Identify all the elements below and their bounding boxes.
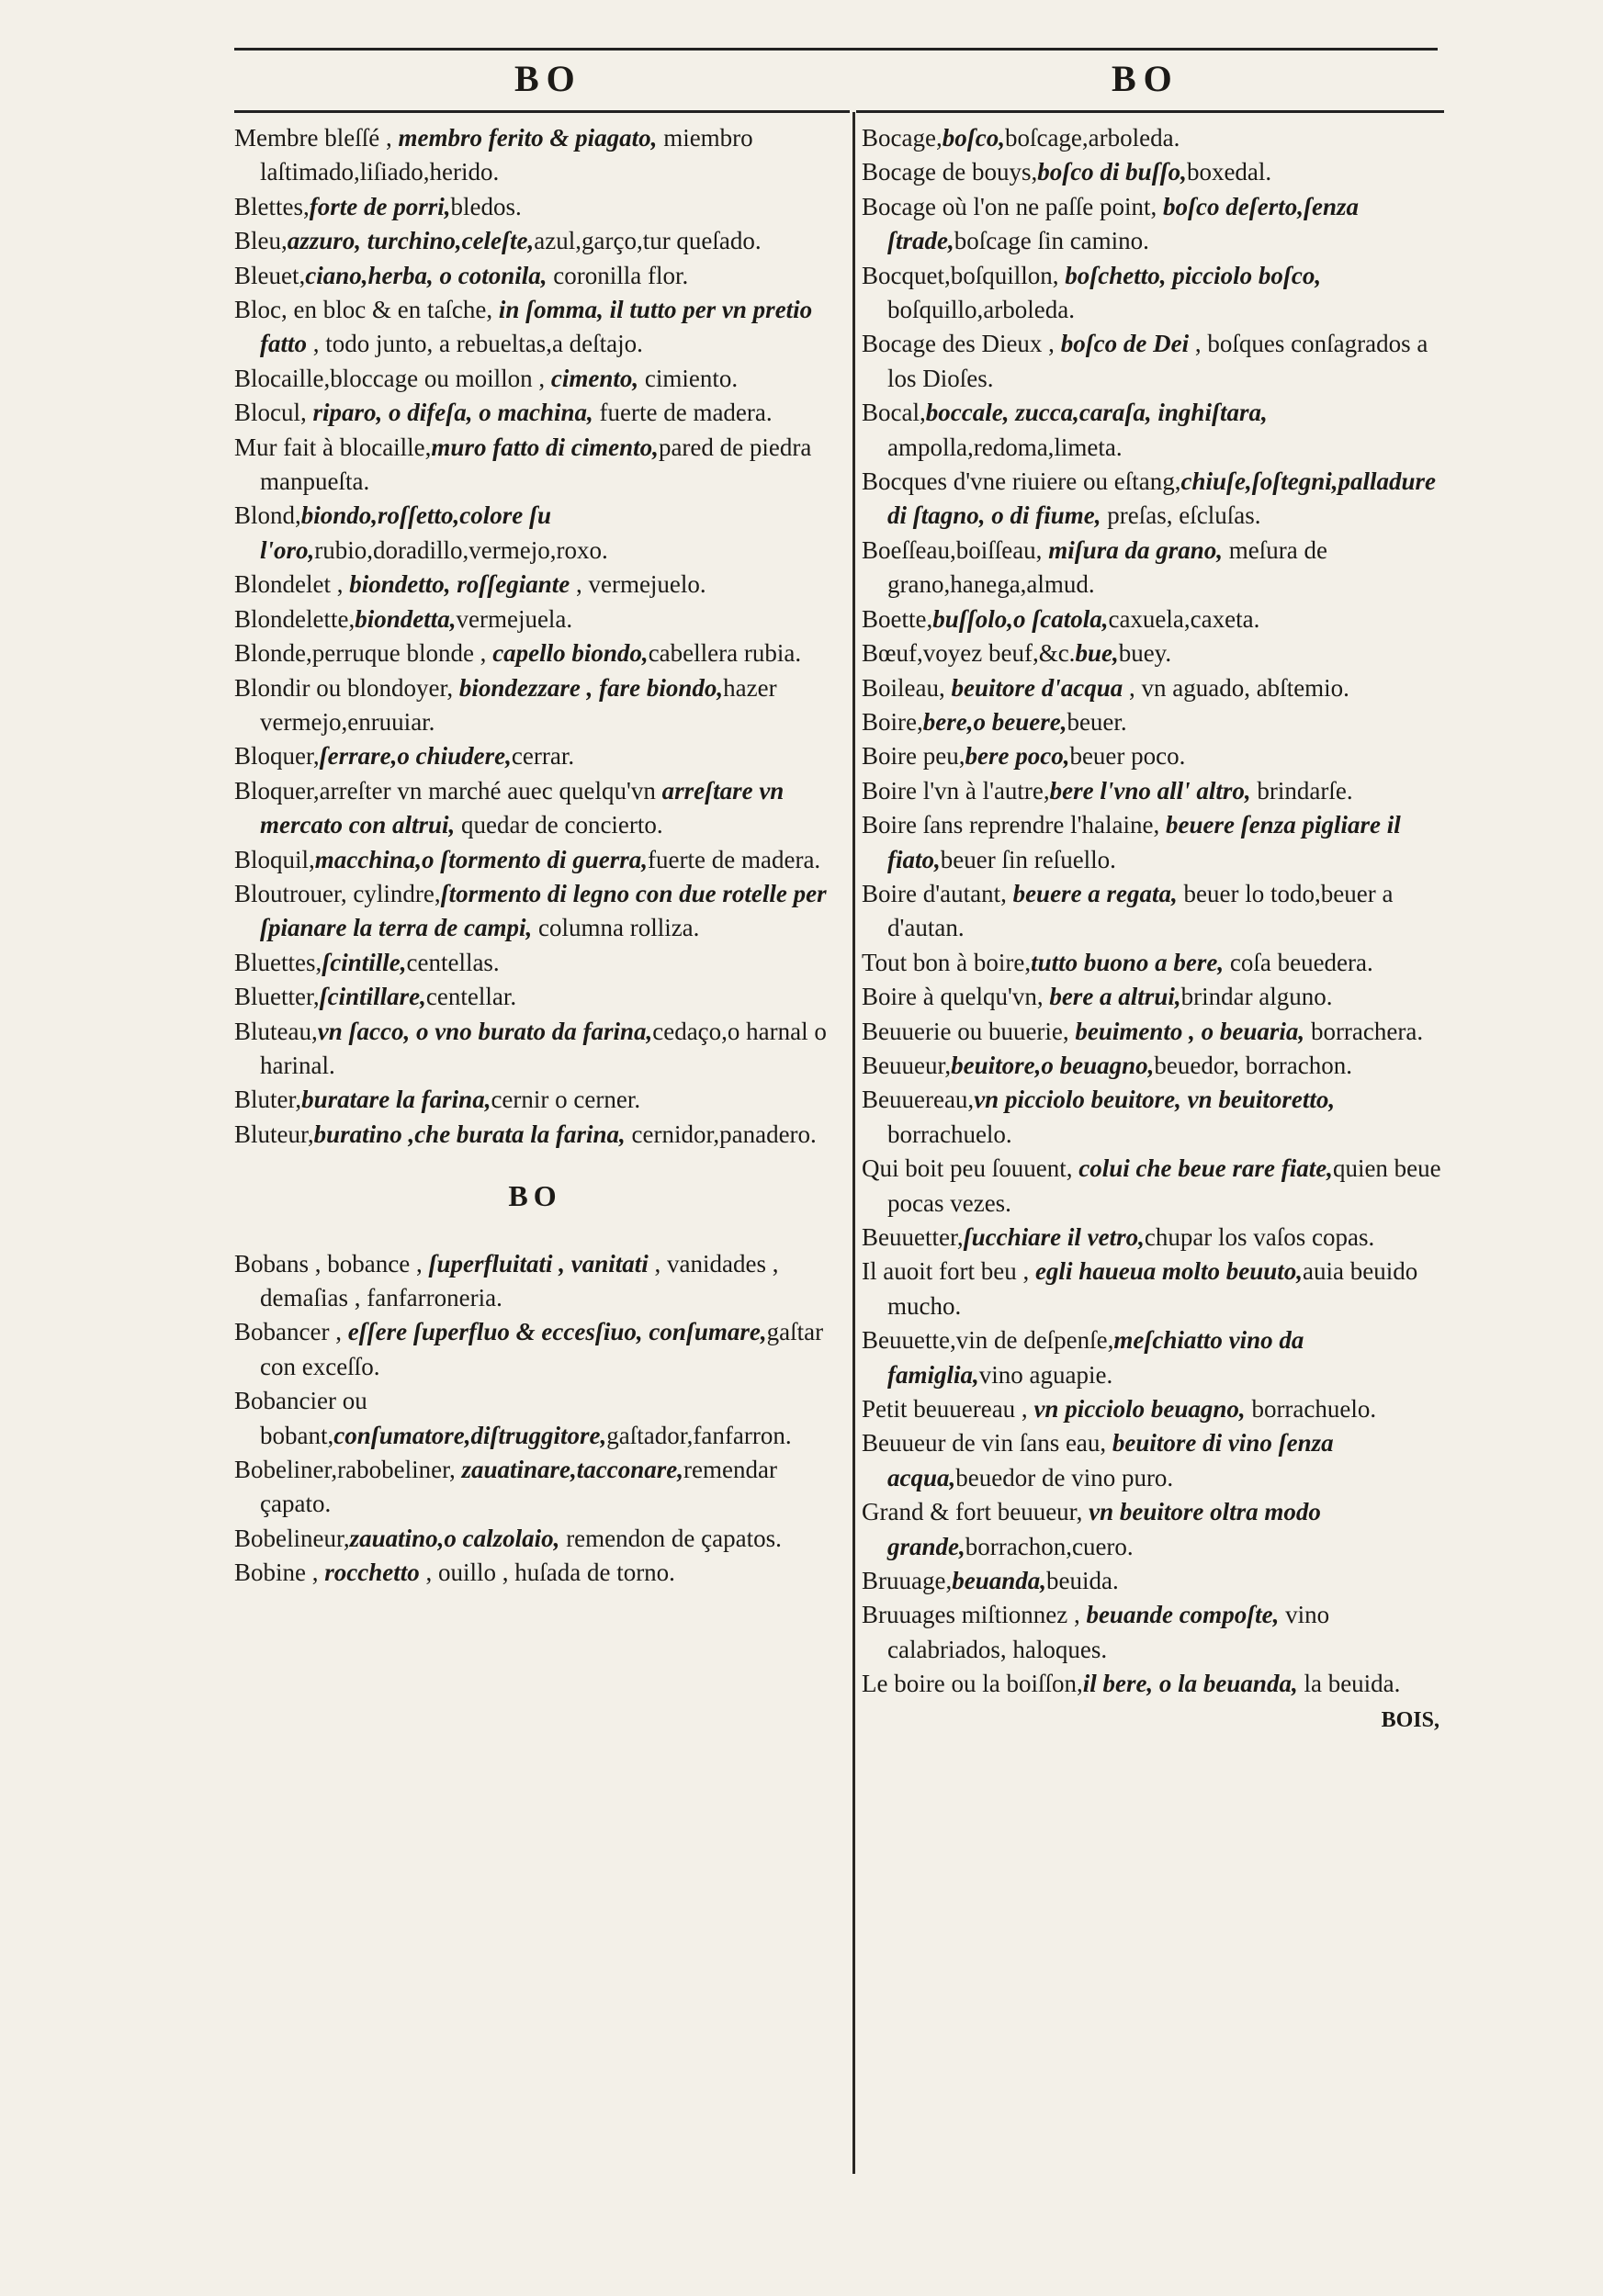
entry-italian: ciano,herba, o cotonila, (305, 261, 548, 289)
entry-spanish: vino calabriados, haloques. (887, 1601, 1330, 1663)
entry-headword: Boire peu, (862, 742, 965, 771)
entry-italian: biondo,roſſetto,colore ſu l'oro, (260, 501, 551, 564)
entry-spanish: centellas. (406, 948, 500, 976)
dictionary-entry (234, 602, 836, 636)
entry-italian: tutto buono a bere, (1031, 948, 1225, 976)
entry-headword: Beuuette,vin de deſpenſe, (862, 1326, 1114, 1355)
entry-italian: vn ſacco, o vno burato da farina, (317, 1017, 653, 1045)
entry-headword: Bocage où l'on ne paſſe point, (862, 192, 1164, 220)
entry-headword: Bruuage, (862, 1567, 953, 1595)
dictionary-entry (234, 1556, 836, 1590)
entry-headword: Boire, (862, 707, 923, 736)
dictionary-entry (862, 671, 1445, 705)
dictionary-entry (862, 1083, 1445, 1152)
head-rule-right (856, 110, 1444, 113)
entry-spanish: cernidor,panadero. (625, 1120, 817, 1148)
entry-spanish: , todo junto, a rebueltas,a deſtajo. (307, 330, 643, 358)
dictionary-entry (862, 1323, 1445, 1392)
section-head: BO (508, 1179, 562, 1213)
dictionary-entry (234, 293, 836, 362)
dictionary-entry (862, 946, 1445, 980)
entry-italian: boſco deſerto,ſenza ſtrade, (887, 192, 1359, 255)
dictionary-entry (234, 499, 836, 568)
entry-spanish: chupar los vaſos copas. (1144, 1223, 1375, 1251)
entry-spanish: gaſtar con exceſſo. (260, 1318, 824, 1380)
entry-spanish: beuer. (1067, 707, 1127, 736)
entry-headword: Bocage, (862, 124, 943, 152)
entry-headword: Boileau, (862, 673, 952, 702)
entry-italian: capello biondo, (492, 639, 649, 668)
entry-headword: Beuuetter, (862, 1223, 964, 1251)
dictionary-entry (862, 980, 1445, 1014)
entry-spanish: vino aguapie. (978, 1360, 1113, 1389)
entry-italian: buſſolo,o ſcatola, (932, 604, 1109, 633)
catchword: BOIS, (1381, 1707, 1439, 1732)
top-rule (234, 48, 1438, 51)
entry-headword: Beuuerie ou buuerie, (862, 1017, 1076, 1045)
entry-headword: Blond, (234, 501, 301, 530)
entry-spanish: brindar alguno. (1180, 983, 1333, 1011)
dictionary-entry (234, 946, 836, 980)
entry-italian: cimento, (550, 364, 639, 392)
dictionary-entry (234, 1522, 836, 1556)
entry-headword: Bleuet, (234, 261, 306, 289)
entry-headword: Bobeliner,rabobeliner, (234, 1456, 462, 1484)
entry-headword: Blondir ou blondoyer, (234, 673, 459, 702)
entry-italian: vn picciolo beuitore, vn beuitoretto, (974, 1086, 1336, 1114)
dictionary-entry (862, 877, 1445, 946)
dictionary-entry (234, 739, 836, 773)
dictionary-entry (862, 1667, 1445, 1701)
entry-headword: Tout bon à boire, (862, 948, 1032, 976)
entry-spanish: beuedor de vino puro. (955, 1463, 1174, 1491)
entry-italian: miſura da grano, (1048, 535, 1223, 564)
entry-headword: Bocques d'vne riuiere ou eſtang, (862, 467, 1181, 496)
dictionary-entry (862, 121, 1445, 155)
entry-headword: Beuuereau, (862, 1086, 975, 1114)
entry-italian: arreſtare vn mercato con altrui, (260, 776, 785, 839)
entry-spanish: buey. (1118, 639, 1172, 668)
entry-italian: eſſere ſuperfluo & eccesſiuo, conſumare, (347, 1318, 767, 1346)
entry-italian: beuitore,o beuagno, (951, 1051, 1155, 1079)
entry-italian: beuande compoſte, (1086, 1601, 1280, 1629)
dictionary-entry (862, 705, 1445, 739)
entry-headword: Bleu, (234, 227, 288, 255)
entry-italian: beuitore d'acqua (951, 673, 1123, 702)
entry-spanish: fuerte de madera. (593, 399, 773, 427)
dictionary-entry (234, 1015, 836, 1084)
entry-italian: zauatinare,tacconare, (461, 1456, 684, 1484)
entry-italian: zauatino,o calzolaio, (349, 1524, 560, 1552)
entry-headword: Boire à quelqu'vn, (862, 983, 1050, 1011)
left-column (234, 121, 836, 1591)
entry-spanish: , vanidades , demaſias , fanfarroneria. (260, 1249, 779, 1311)
entry-italian: macchina,o ſtormento di guerra, (314, 845, 649, 873)
entry-headword: Bluetter, (234, 983, 320, 1011)
dictionary-entry (234, 121, 836, 190)
entry-spanish: , vn aguado, abſtemio. (1123, 673, 1349, 702)
entry-italian: ſtormento di legno con due rotelle per ſpianare la terra de campi, (260, 879, 827, 942)
dictionary-entry (862, 1495, 1445, 1564)
entry-spanish: , boſques conſagrados a los Dioſes. (887, 330, 1428, 392)
entry-italian: ſuperfluitati , vanitati (428, 1249, 649, 1277)
entry-spanish: cimiento. (638, 364, 739, 392)
entry-spanish: borrachon,cuero. (965, 1532, 1134, 1560)
entry-spanish: , vermejuelo. (570, 570, 706, 599)
entry-headword: Bobancer , (234, 1318, 348, 1346)
entry-italian: meſchiatto vino da famiglia, (887, 1326, 1304, 1389)
entry-spanish: boſcage,arboleda. (1004, 124, 1180, 152)
entry-spanish: remendon de çapatos. (559, 1524, 782, 1552)
entry-spanish: borrachera. (1304, 1017, 1424, 1045)
entry-headword: Le boire ou la boiſſon, (862, 1670, 1083, 1698)
dictionary-entry (234, 671, 836, 740)
entry-italian: chiuſe,ſoſtegni,palladure di ſtagno, o di fiume, (887, 467, 1437, 530)
entry-spanish: preſas, eſcluſas. (1101, 501, 1261, 530)
dictionary-entry (862, 534, 1445, 602)
entry-italian: conſumatore,diſtruggitore, (333, 1421, 607, 1449)
entry-italian: egli haueua molto beuuto, (1034, 1257, 1303, 1286)
entry-italian: boſco de Dei (1060, 330, 1190, 358)
dictionary-entry (862, 1392, 1445, 1426)
dictionary-entry (862, 1221, 1445, 1255)
entry-spanish: beuer poco. (1069, 742, 1186, 771)
dictionary-entry (862, 1015, 1445, 1049)
entry-italian: rocchetto (324, 1559, 420, 1587)
dictionary-entry (862, 155, 1445, 189)
entry-headword: Bluteau, (234, 1017, 318, 1045)
running-head-right: BO (1112, 58, 1180, 99)
entry-spanish: cernir o cerner. (491, 1086, 641, 1114)
entry-headword: Bobancier ou bobant, (234, 1387, 367, 1449)
entry-spanish: vermejuela. (456, 604, 573, 633)
entry-headword: Membre bleſſé , (234, 124, 399, 152)
entry-spanish: boxedal. (1186, 158, 1272, 186)
entry-italian: vn picciolo beuagno, (1033, 1395, 1246, 1424)
entry-italian: forte de porri, (309, 192, 451, 220)
dictionary-entry (862, 1598, 1445, 1667)
right-column (862, 121, 1445, 1738)
dictionary-entry (862, 1152, 1445, 1221)
entry-headword: Bobelineur, (234, 1524, 350, 1552)
dictionary-entry (862, 327, 1445, 396)
entry-headword: Bocage des Dieux , (862, 330, 1061, 358)
entry-italian: ſucchiare il vetro, (963, 1223, 1145, 1251)
entry-spanish: , ouillo , huſada de torno. (419, 1559, 675, 1587)
entry-spanish: hazer vermejo,enruuiar. (260, 673, 777, 736)
entry-italian: il bere, o la beuanda, (1082, 1670, 1298, 1698)
entry-headword: Petit beuuereau , (862, 1395, 1034, 1424)
entry-italian: beuere a regata, (1012, 879, 1178, 907)
dictionary-entry (862, 808, 1445, 877)
entry-headword: Il auoit fort beu , (862, 1257, 1035, 1286)
entry-headword: Bloquer, (234, 742, 320, 771)
dictionary-entry (234, 774, 836, 843)
entry-spanish: cabellera rubia. (648, 639, 802, 668)
entry-spanish: cedaço,o harnal o harinal. (260, 1017, 827, 1079)
entry-spanish: ampolla,redoma,limeta. (887, 433, 1123, 461)
entry-spanish: coſa beuedera. (1224, 948, 1373, 976)
entry-italian: bere poco, (965, 742, 1070, 771)
entry-headword: Bluter, (234, 1086, 302, 1114)
entry-headword: Blonde,perruque blonde , (234, 639, 493, 668)
entry-italian: boſco, (942, 124, 1005, 152)
entry-headword: Blettes, (234, 192, 310, 220)
entry-headword: Bloquil, (234, 845, 315, 873)
dictionary-entry (862, 1255, 1445, 1323)
entry-spanish: borrachuelo. (1245, 1395, 1377, 1424)
entry-spanish: quien beue pocas vezes. (887, 1154, 1441, 1217)
entry-headword: Mur fait à blocaille, (234, 433, 432, 461)
dictionary-entry (862, 602, 1445, 636)
dictionary-entry (234, 431, 836, 500)
entry-italian: ſcintillare, (319, 983, 426, 1011)
entry-italian: bue, (1075, 639, 1119, 668)
entry-headword: Beuueur de vin ſans eau, (862, 1429, 1112, 1458)
entry-spanish: auia beuido mucho. (887, 1257, 1418, 1320)
entry-headword: Beuueur, (862, 1051, 952, 1079)
entry-headword: Bocquet,boſquillon, (862, 261, 1066, 289)
entry-headword: Blondelet , (234, 570, 350, 599)
entry-headword: Qui boit peu ſouuent, (862, 1154, 1079, 1183)
entry-spanish: columna rolliza. (532, 914, 700, 942)
entry-headword: Bluettes, (234, 948, 322, 976)
entry-italian: in ſomma, il tutto per vn pretio fatto (260, 296, 813, 358)
running-head-left: BO (514, 58, 582, 99)
entry-spanish: boſcage ſin camino. (954, 227, 1149, 255)
entry-headword: Bloquer,arreſter vn marché auec quelqu'vn (234, 776, 662, 805)
entry-spanish: fuerte de madera. (648, 845, 821, 873)
dictionary-entry (234, 980, 836, 1014)
dictionary-entry (862, 259, 1445, 328)
entry-italian: ſerrare,o chiudere, (319, 742, 512, 771)
dictionary-entry (234, 224, 836, 258)
entry-italian: membro ferito & piagato, (398, 124, 658, 152)
head-rule-left (234, 110, 850, 113)
entry-italian: buratare la farina, (301, 1086, 491, 1114)
dictionary-entry (862, 1564, 1445, 1598)
dictionary-entry (234, 1247, 836, 1316)
dictionary-entry (234, 636, 836, 670)
entry-headword: Bocage de bouys, (862, 158, 1038, 186)
entry-italian: boccale, zucca,caraſa, inghiſtara, (925, 399, 1268, 427)
entry-spanish: miembro laſtimado,liſiado,herido. (260, 124, 753, 186)
entry-headword: Boire ſans reprendre l'halaine, (862, 811, 1166, 839)
dictionary-entry (234, 1453, 836, 1522)
entry-headword: Bloc, en bloc & en taſche, (234, 296, 499, 324)
entry-italian: beuitore di vino ſenza acqua, (887, 1429, 1334, 1491)
dictionary-entry (862, 1049, 1445, 1083)
entry-headword: Bobans , bobance , (234, 1249, 429, 1277)
entry-italian: muro fatto di cimento, (431, 433, 659, 461)
entry-spanish: beuedor, borrachon. (1154, 1051, 1352, 1079)
entry-italian: bere a altrui, (1049, 983, 1181, 1011)
entry-italian: beuimento , o beuaria, (1075, 1017, 1305, 1045)
entry-italian: colui che beue rare fiate, (1078, 1154, 1333, 1183)
dictionary-entry (862, 1426, 1445, 1495)
entry-spanish: pared de piedra manpueſta. (260, 433, 812, 496)
dictionary-entry (862, 465, 1445, 534)
entry-spanish: borrachuelo. (887, 1120, 1012, 1148)
entry-spanish: quedar de concierto. (455, 811, 663, 839)
entry-italian: boſco di buſſo, (1037, 158, 1187, 186)
dictionary-entry (234, 259, 836, 293)
column-divider (852, 112, 855, 2174)
dictionary-entry (234, 843, 836, 877)
entry-headword: Bobine , (234, 1559, 325, 1587)
dictionary-entry (234, 1083, 836, 1117)
entry-spanish: cerrar. (511, 742, 575, 771)
entry-italian: beuanda, (952, 1567, 1046, 1595)
entry-headword: Boire d'autant, (862, 879, 1013, 907)
entry-headword: Blocul, (234, 399, 313, 427)
dictionary-entry (234, 190, 836, 224)
entry-italian: buratino ,che burata la farina, (313, 1120, 626, 1148)
entry-italian: biondezzare , fare biondo, (458, 673, 724, 702)
dictionary-entry (234, 877, 836, 946)
entry-spanish: azul,garço,tur queſado. (534, 227, 762, 255)
dictionary-entry (862, 636, 1445, 670)
entry-spanish: centellar. (425, 983, 517, 1011)
entry-italian: riparo, o difeſa, o machina, (312, 399, 593, 427)
entry-spanish: remendar çapato. (260, 1456, 777, 1518)
entry-spanish: bledos. (450, 192, 522, 220)
entry-italian: bere l'vno all' altro, (1049, 776, 1251, 805)
entry-headword: Bloutrouer, cylindre, (234, 879, 441, 907)
entry-spanish: gaſtador,fanfarron. (606, 1421, 792, 1449)
entry-headword: Grand & fort beuueur, (862, 1498, 1089, 1526)
entry-spanish: caxuela,caxeta. (1108, 604, 1260, 633)
entry-spanish: beuida. (1046, 1567, 1119, 1595)
dictionary-entry (234, 1384, 836, 1453)
dictionary-entry (234, 1118, 836, 1152)
entry-headword: Bluteur, (234, 1120, 314, 1148)
dictionary-entry (862, 396, 1445, 465)
dictionary-entry (234, 362, 836, 396)
entry-italian: biondetta, (355, 604, 457, 633)
entry-headword: Bruuages miſtionnez , (862, 1601, 1087, 1629)
entry-headword: Blocaille,bloccage ou moillon , (234, 364, 551, 392)
dictionary-entry (862, 774, 1445, 808)
dictionary-entry (234, 396, 836, 430)
entry-italian: biondetto, roſſegiante (349, 570, 570, 599)
dictionary-entry (234, 568, 836, 602)
entry-italian: beuere ſenza pigliare il fiato, (887, 811, 1401, 873)
entry-italian: azzuro, turchino,celeſte, (287, 227, 535, 255)
entry-spanish: la beuida. (1297, 1670, 1401, 1698)
entry-spanish: beuer ſin reſuello. (940, 845, 1116, 873)
entry-spanish: beuer lo todo,beuer a d'autan. (887, 879, 1394, 942)
dictionary-entry (234, 1315, 836, 1384)
left-entries-a (234, 121, 836, 1152)
right-entries (862, 121, 1445, 1702)
entry-headword: Blondelette, (234, 604, 356, 633)
entry-spanish: boſquillo,arboleda. (887, 296, 1075, 324)
entry-headword: Boette, (862, 604, 933, 633)
left-entries-b (234, 1247, 836, 1591)
entry-spanish: rubio,doradillo,vermejo,roxo. (314, 535, 608, 564)
entry-spanish: meſura de grano,hanega,almud. (887, 535, 1327, 599)
entry-headword: Bœuf,voyez beuf,&c. (862, 639, 1076, 668)
entry-italian: ſcintille, (322, 948, 407, 976)
dictionary-entry (862, 190, 1445, 259)
entry-italian: bere,o beuere, (922, 707, 1067, 736)
entry-spanish: coronilla flor. (547, 261, 689, 289)
entry-headword: Boire l'vn à l'autre, (862, 776, 1050, 805)
dictionary-entry (862, 739, 1445, 773)
entry-spanish: brindarſe. (1250, 776, 1353, 805)
entry-headword: Boeſſeau,boiſſeau, (862, 535, 1049, 564)
entry-headword: Bocal, (862, 399, 926, 427)
entry-italian: vn beuitore oltra modo grande, (887, 1498, 1321, 1560)
entry-italian: boſchetto, picciolo boſco, (1065, 261, 1322, 289)
